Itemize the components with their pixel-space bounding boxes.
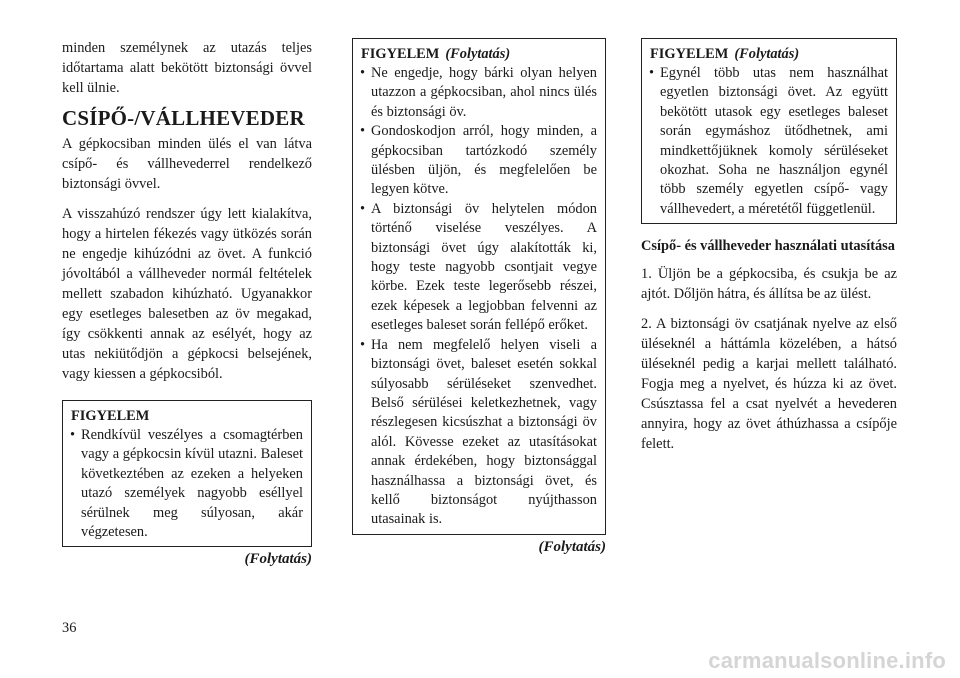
warning-title [650, 45, 888, 64]
warning-item: • A biztonsági öv helytelen módon történő viselése veszélyes. A biztonsági övet úgy alakították ki, hogy teste nagyobb csontjait vegye körbe. Ezek teste legerősebb részei, ezek képesek a legjobban felvenni az esetleges baleset során fellépő erőket. [361, 200, 597, 336]
step-2: 2. A biztonsági öv csatjának nyelve az első üléseknél a háttámla közelében, a hátsó üléseknél pedig a karjai mellett található. Fogja meg a nyelvet, és húzza ki az övet. Csúsztassa fel a csat nyelvét a hevederen annyira, hogy az övet áthúzhassa a csípője felett. [641, 316, 897, 453]
warning-continued-label: (Folytatás) [445, 46, 511, 62]
usage-subheading: Csípő- és vállheveder használati utasítása [641, 238, 895, 255]
warning-title: FIGYELEM [71, 408, 150, 424]
retractor-paragraph: A visszahúzó rendszer úgy lett kialakítva, hogy a hirtelen fékezés vagy ütközés során ne engedje kihúzódni az övet. A funkció jóvoltából a vállheveder normál feltételek mellett szabadon kihúzható. Ugyanakkor egy esetleges balesetben az öv megakad, így csökkenti annak az esélyét, hogy az utas nekiütődjön a gépkocsi belsejének, vagy kiessen a gépkocsiból. [62, 206, 312, 382]
warning-list [71, 426, 303, 542]
warning-list [650, 64, 888, 219]
section-heading: CSÍPŐ-/VÁLLHEVEDER [62, 106, 305, 130]
warning-box-continued [352, 38, 606, 535]
page-number: 36 [62, 620, 77, 636]
warning-item: • Ne engedje, hogy bárki olyan helyen utazzon a gépkocsiban, ahol nincs ülés és biztonsági öv. [361, 64, 597, 122]
column-middle [352, 38, 606, 557]
warning-title-text: FIGYELEM [650, 46, 729, 62]
column-right [641, 38, 897, 464]
continued-label: (Folytatás) [538, 538, 606, 555]
step-1: 1. Üljön be a gépkocsiba, és csukja be az ajtót. Dőljön hátra, és állítsa be az ülést. [641, 266, 897, 303]
warning-item: • Egynél több utas nem használhat egyetlen biztonsági övet. Az együtt bekötött utasok egy esetleges baleset során egymáshoz ütődhetnek, ami mindkettőjüknek komoly sérüléseket okozhat. Soha ne használjon egynél több személy egyetlen csípő- vagy vállhevedert, a méretétől függetlenül. [650, 64, 888, 219]
warning-list [361, 64, 597, 530]
warning-item: • Gondoskodjon arról, hogy minden, a gépkocsiban tartózkodó személy ülésben üljön, és megfelelően be legyen kötve. [361, 122, 597, 200]
belt-description-paragraph: A gépkocsiban minden ülés el van látva csípő- és vállhevederrel rendelkező biztonsági övvel. [62, 136, 312, 192]
warning-box-luggage [62, 400, 312, 547]
column-left [62, 38, 312, 569]
warning-item: • Ha nem megfelelő helyen viseli a biztonsági övet, baleset esetén sokkal súlyosabb sérüléseket szenvedhet. Belső sérülései keletkezhetnek, vagy részlegesen kicsúszhat a biztonsági öv alól. Kövesse ezeket az utasításokat annak érdekében, hogy biztonsággal használhassa a biztonsági övet, és kellő biztonságot nyújthasson utasainak is. [361, 336, 597, 530]
warning-continued-label: (Folytatás) [734, 46, 800, 62]
watermark: carmanualsonline.info [708, 648, 946, 673]
continued-label: (Folytatás) [244, 551, 312, 568]
warning-title [361, 45, 597, 64]
warning-box-shared-belt [641, 38, 897, 224]
intro-paragraph: minden személynek az utazás teljes időtartama alatt bekötött biztonsági övvel kell ülnie. [62, 40, 312, 96]
warning-item: • Rendkívül veszélyes a csomagtérben vagy a gépkocsin kívül utazni. Baleset következtében az ezeken a helyeken utazó személyek nagyobb eséllyel sérülnek meg súlyosan, akár végzetesen. [71, 426, 303, 542]
warning-title-text: FIGYELEM [361, 46, 440, 62]
